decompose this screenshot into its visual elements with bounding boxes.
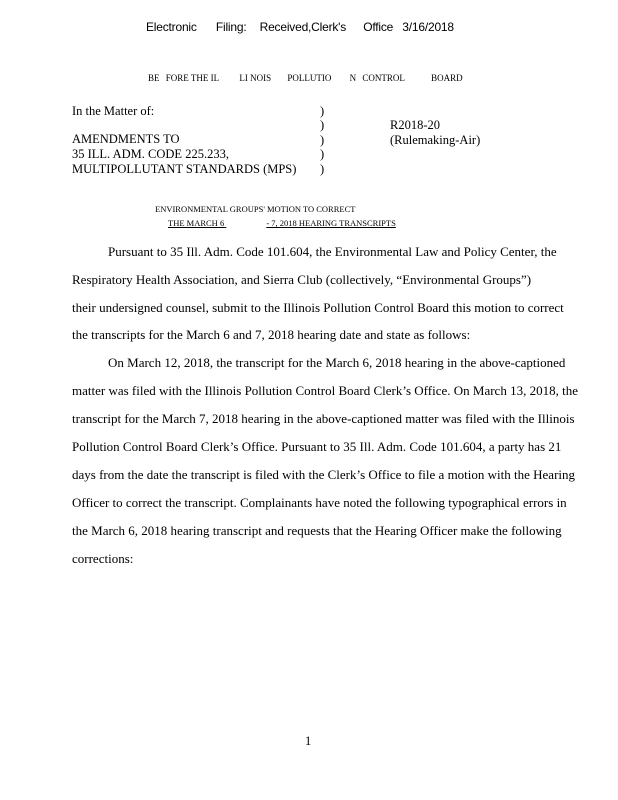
paragraph-2-line: transcript for the March 7, 2018 hearing in the above-captioned matter was filed with the Illinois (72, 411, 575, 426)
filing-word-filing: Filing: (215, 20, 247, 34)
caption-paren: ) (320, 133, 325, 147)
board-title-part: POLLUTIO (287, 73, 332, 83)
caption-paren: ) (320, 162, 325, 176)
paragraph-2-line: On March 12, 2018, the transcript for the March 6, 2018 hearing in the above-captioned (108, 355, 566, 370)
paragraph-1-line: Respiratory Health Association, and Sierra Club (collectively, “Environmental Groups”) (72, 272, 532, 287)
motion-title-line-1: ENVIRONMENTAL GROUPS' MOTION TO CORRECT (155, 204, 356, 214)
paragraph-2-line: matter was filed with the Illinois Pollution Control Board Clerk’s Office. On March 13, 2018, the (72, 383, 578, 398)
board-title-part: N (349, 73, 357, 83)
filing-stamp (146, 20, 454, 34)
paragraph-1-line: Pursuant to 35 Ill. Adm. Code 101.604, the Environmental Law and Policy Center, the (108, 244, 557, 259)
subject-line-1: AMENDMENTS TO (72, 132, 180, 146)
motion-title-date: THE MARCH 6 (168, 218, 225, 228)
filing-word-office: Office (363, 20, 394, 34)
board-title-part: CONTROL (362, 73, 405, 83)
filing-date: 3/16/2018 (402, 20, 454, 34)
docket-type: (Rulemaking-Air) (390, 133, 481, 147)
subject-line-3: MULTIPOLLUTANT STANDARDS (MPS) (72, 162, 297, 176)
docket-number: R2018-20 (390, 118, 440, 132)
motion-title-rest: - 7, 2018 HEARING TRANSCRIPTS (266, 218, 396, 228)
paragraph-1-line: the transcripts for the March 6 and 7, 2018 hearing date and state as follows: (72, 327, 471, 342)
in-the-matter: In the Matter of: (72, 104, 155, 118)
paragraph-2-line: Pollution Control Board Clerk’s Office. Pursuant to 35 Ill. Adm. Code 101.604, a party has 21 (72, 439, 562, 454)
subject-line-2: 35 ILL. ADM. CODE 225.233, (72, 147, 229, 161)
motion-title-line-2 (168, 218, 396, 228)
filing-word-electronic: Electronic (146, 20, 197, 34)
caption-paren: ) (320, 147, 325, 161)
paragraph-2-line: days from the date the transcript is filed with the Clerk’s Office to file a motion with the Hearing (72, 467, 576, 482)
caption-paren: ) (320, 104, 325, 118)
board-title-part: LI NOIS (239, 73, 272, 83)
paragraph-2-line: Officer to correct the transcript. Complainants have noted the following typographical errors in (72, 495, 567, 510)
paragraph-2-line: corrections: (72, 551, 134, 566)
paragraph-2-line: the March 6, 2018 hearing transcript and requests that the Hearing Officer make the following (72, 523, 562, 538)
board-title-part: FORE THE IL (165, 73, 220, 83)
page-number: 1 (305, 734, 312, 748)
paragraph-1-line: their undersigned counsel, submit to the Illinois Pollution Control Board this motion to correct (72, 300, 564, 315)
board-title-part: BOARD (431, 73, 463, 83)
board-title-part: BE (148, 73, 160, 83)
filing-word-received: Received,Clerk's (259, 20, 347, 34)
caption-paren: ) (320, 118, 325, 132)
board-title (148, 73, 463, 83)
